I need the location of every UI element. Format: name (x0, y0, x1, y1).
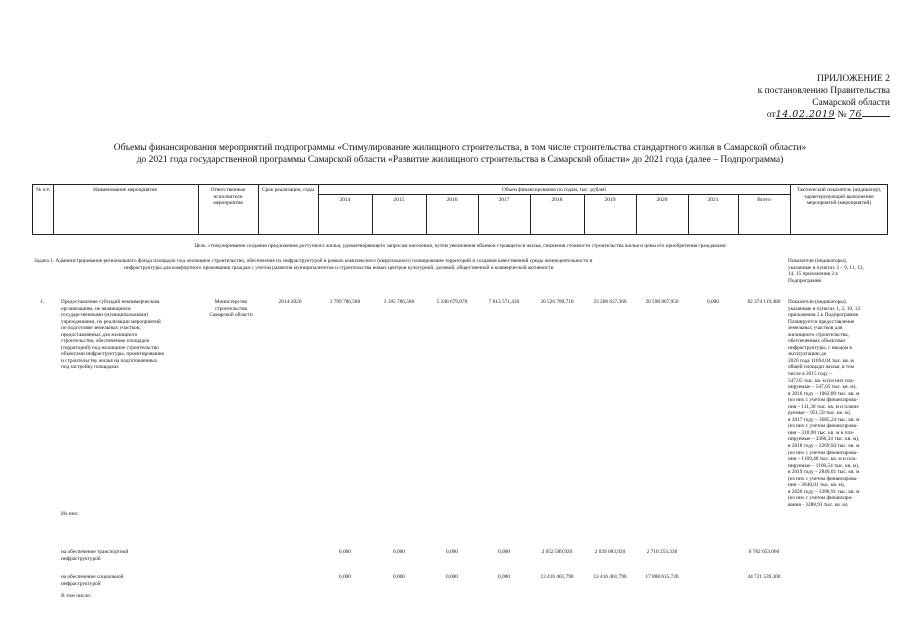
header-funding: Объем финансирования по годам, тыс. рублей (502, 187, 606, 193)
funding-value: 82 374 119,480 (747, 299, 781, 305)
row-executor-line: Министерство (214, 299, 248, 305)
funding-value: 23 208 637,360 (593, 299, 627, 305)
row-indicator-line: общей площади жилья, в том (788, 364, 854, 371)
goal-text: Цель: стимулирование создания предложения доступного жилья, удовлетворяющего запросам населения, путем увеличения объемов строящегося жилья, снижения стоимости строительства жилья и цены его приобретения гражданами (194, 243, 726, 249)
row-name-line: предоставляемых для жилищного (61, 331, 138, 338)
title-line-1: Объемы финансирования мероприятий подпрограммы «Стимулирование жилищного строительства, в том числе строительства стандартного жилья в Самарской области» (113, 143, 807, 153)
row-indicator-line: ния – 111,30 тыс. кв. м и плани- (788, 403, 860, 410)
row-name-line: учреждениями, по реализации мероприятий (61, 318, 161, 325)
title-line-2: до 2021 года государственной программы Самарской области «Развитие жилищного строительства в Самарской области» до 2021 года (далее – Подпрограмма) (136, 155, 784, 165)
row-name-line: строительства, обеспечению площадок (61, 338, 150, 345)
row-divider (318, 194, 790, 195)
funding-value: 13 416 461,790 (540, 574, 574, 580)
funding-value: 20 526 789,710 (540, 299, 574, 305)
funding-value: 2 710 253,330 (646, 549, 678, 555)
row-indicator-line: ния – 318,90 тыс. кв. м и пла- (788, 429, 855, 436)
header-num: № п/п (36, 187, 50, 193)
funding-value: 0,000 (446, 549, 458, 555)
header-period: Срок реализации, годы (261, 187, 315, 193)
task-indicators (788, 258, 898, 284)
row-indicator-line: (из них с учетом финансирова- (788, 475, 858, 482)
row-executor-line: Самарской области (209, 312, 253, 319)
funding-value: 20 598 867,950 (645, 299, 679, 305)
funding-value: 0,000 (339, 574, 351, 580)
task-line-1: Задача 1. Администрирование регионального фонда площадок под жилищное строительство, обеспечение их инфраструктурой в рамках комплексного (квартального) планирования территорий и создания качественной среды жизнедеятельности в (34, 258, 593, 264)
funding-value: 3 185 786,580 (383, 299, 415, 305)
row-indicator-line: указанные в пунктах 1, 2, 10, 13 (788, 305, 861, 312)
header-executors: Ответственные исполнители мероприятия (210, 187, 246, 206)
funding-value: 1 799 786,580 (329, 299, 361, 305)
row-executor-line: строительства (214, 305, 248, 312)
task-indicator-line: 14, 15 приложения 2 к (788, 271, 838, 278)
col-divider (790, 184, 791, 235)
row-indicator-line: в 2018 году – 2269,94 тыс. кв. м (788, 443, 860, 450)
row-indicator-line: 547,05 тыс. кв. м (из них пла- (788, 377, 855, 384)
row-indicator-line: в 2020 году – 3288,91 тыс. кв. м (788, 488, 860, 495)
header-name: Наименование мероприятия (93, 187, 157, 193)
funding-value: 2 052 589,920 (541, 549, 573, 555)
subrow-name-line: инфраструктурой (61, 580, 101, 587)
year-header: 2021 (707, 197, 719, 203)
appendix-date-line: от14.02.2019 № 76 (700, 109, 890, 121)
row-indicator-line: в 2019 году – 2840,01 тыс. кв. м (788, 469, 860, 476)
of-which-label: Из них: (61, 511, 79, 517)
row-indicator-line: ния – 2840,01 тыс. кв. м), (788, 482, 845, 489)
col-divider (258, 184, 259, 235)
including-label: В том числе: (61, 593, 92, 599)
underline-rule (862, 116, 890, 117)
year-header: Всего (757, 197, 771, 203)
year-header: 2019 (604, 197, 616, 203)
row-name-line: объектами инфраструктуры, проектированию (61, 351, 165, 358)
task-indicator-line: указанные в пунктах 3 – 9, 11, 12, (788, 264, 864, 271)
row-name-line: организациям, не являющимся (61, 305, 131, 312)
row-name-line: Предоставление субсидий некоммерческим (61, 299, 160, 305)
row-indicator-line: Показатели (индикаторы), (788, 299, 847, 305)
funding-value: 0,000 (498, 549, 510, 555)
appendix-line-2: к постановлению Правительства (757, 86, 890, 96)
funding-value: 0,000 (707, 299, 719, 305)
subrow-social-name (61, 574, 201, 587)
subrow-name-line: инфраструктурой (61, 555, 101, 562)
year-header: 2017 (498, 197, 510, 203)
funding-value: 44 721 539,300 (747, 574, 781, 580)
row-indicator-line: вания - 3288,91 тыс. кв. м) (788, 501, 848, 508)
subrow-transport-name (61, 549, 201, 562)
row-number: 1. (40, 299, 44, 305)
row-indicator-line: эксплуатацию до (788, 351, 827, 358)
row-name-line: и строительству жилья на подготовленных (61, 357, 158, 364)
year-header: 2016 (446, 197, 458, 203)
funding-value: 7 813 571,430 (488, 299, 520, 305)
row-indicator-line: Планируется предоставление (788, 318, 855, 325)
header-indicator: Тактический показатель (индикатор), характеризующий выполнение мероприятий (мероприятий) (796, 187, 882, 206)
row-indicator-line: (из них с учетом финансирова- (788, 423, 858, 430)
funding-value: 0,000 (446, 574, 458, 580)
row-indicator-line: обеспеченных объектами (788, 338, 846, 345)
row-executor (204, 299, 258, 319)
row-indicator-line: инфраструктуры, с вводом в (788, 344, 852, 351)
funding-value: 17 888 615,720 (645, 574, 679, 580)
year-header: 2020 (656, 197, 668, 203)
col-divider (198, 184, 199, 235)
col-divider (53, 184, 54, 235)
row-name-line: государственными (муниципальными) (61, 312, 149, 319)
row-name (61, 299, 201, 371)
row-name-line: под застройку площадках (61, 364, 119, 371)
row-indicator-line: (из них с учетом финансирова- (788, 449, 858, 456)
row-name-line: по подготовке земельных участков, (61, 325, 141, 332)
year-header: 2015 (393, 197, 405, 203)
appendix-header (700, 73, 890, 121)
row-indicator-line: земельных участков для (788, 325, 843, 332)
row-indicator-line: руемые – 951,59 тыс. кв. м), (788, 410, 851, 417)
row-indicator-line: нируемые – 3366,34 тыс. кв. м), (788, 436, 860, 443)
funding-value: 13 416 461,790 (593, 574, 627, 580)
row-indicator-line: нируемые – 1100,54 тыс. кв. м), (788, 462, 860, 469)
handwritten-number: 76 (848, 109, 862, 120)
row-name-line: (территорий) под жилищное строительство (61, 344, 159, 351)
document-title (40, 142, 880, 166)
funding-value: 0,000 (339, 549, 351, 555)
year-header: 2014 (339, 197, 351, 203)
funding-value: 0,000 (393, 549, 405, 555)
year-header: 2018 (551, 197, 563, 203)
row-indicator-line: приложения 2 к Подпрограмме. (788, 312, 860, 319)
task-line-2: инфраструктуры для комфортного проживания граждан с учетом развития муниципалитетов и строительства новых центров культурной, деловой, общественной и коммерческой активности (124, 264, 554, 271)
funding-value: 0,000 (498, 574, 510, 580)
row-indicator-line: ния – 1169,40 тыс. кв. м и пла- (788, 456, 857, 463)
row-indicator-line: (из них с учетом финансирова- (788, 397, 858, 404)
appendix-title: ПРИЛОЖЕНИЕ 2 (816, 74, 890, 84)
row-indicator-line: в 2017 году – 3685,24 тыс. кв. м (788, 416, 860, 423)
handwritten-date: 14.02.2019 (775, 109, 836, 120)
row-indicator-line: в 2016 году – 1062,89 тыс. кв. м (788, 390, 860, 397)
task-indicator-line: Подпрограмме (788, 277, 822, 284)
funding-value: 0,000 (393, 574, 405, 580)
funding-value: 6 782 653,060 (748, 549, 780, 555)
col-divider (318, 184, 319, 235)
task-indicator-line: Показатели (индикаторы), (788, 258, 847, 264)
appendix-line-3: Самарской области (812, 98, 890, 108)
row-indicator-line: числе в 2015 году – (788, 371, 832, 378)
subrow-name-line: на обеспечение социальной (61, 574, 124, 580)
row-indicator-line: жилищного строительства, (788, 331, 849, 338)
row-indicator (788, 299, 900, 509)
funding-value: 2 039 683,920 (594, 549, 626, 555)
subrow-name-line: на обеспечение транспортной (61, 549, 129, 555)
row-period: 2014-2020 (278, 299, 302, 305)
row-indicator-line: 2020 года 11694,04 тыс. кв. м (788, 357, 854, 364)
row-indicator-line: (из них с учетом финансиро- (788, 495, 853, 502)
funding-value: 5 240 679,870 (436, 299, 468, 305)
row-indicator-line: нируемые – 547,05 тыс. кв. м), (788, 384, 857, 391)
